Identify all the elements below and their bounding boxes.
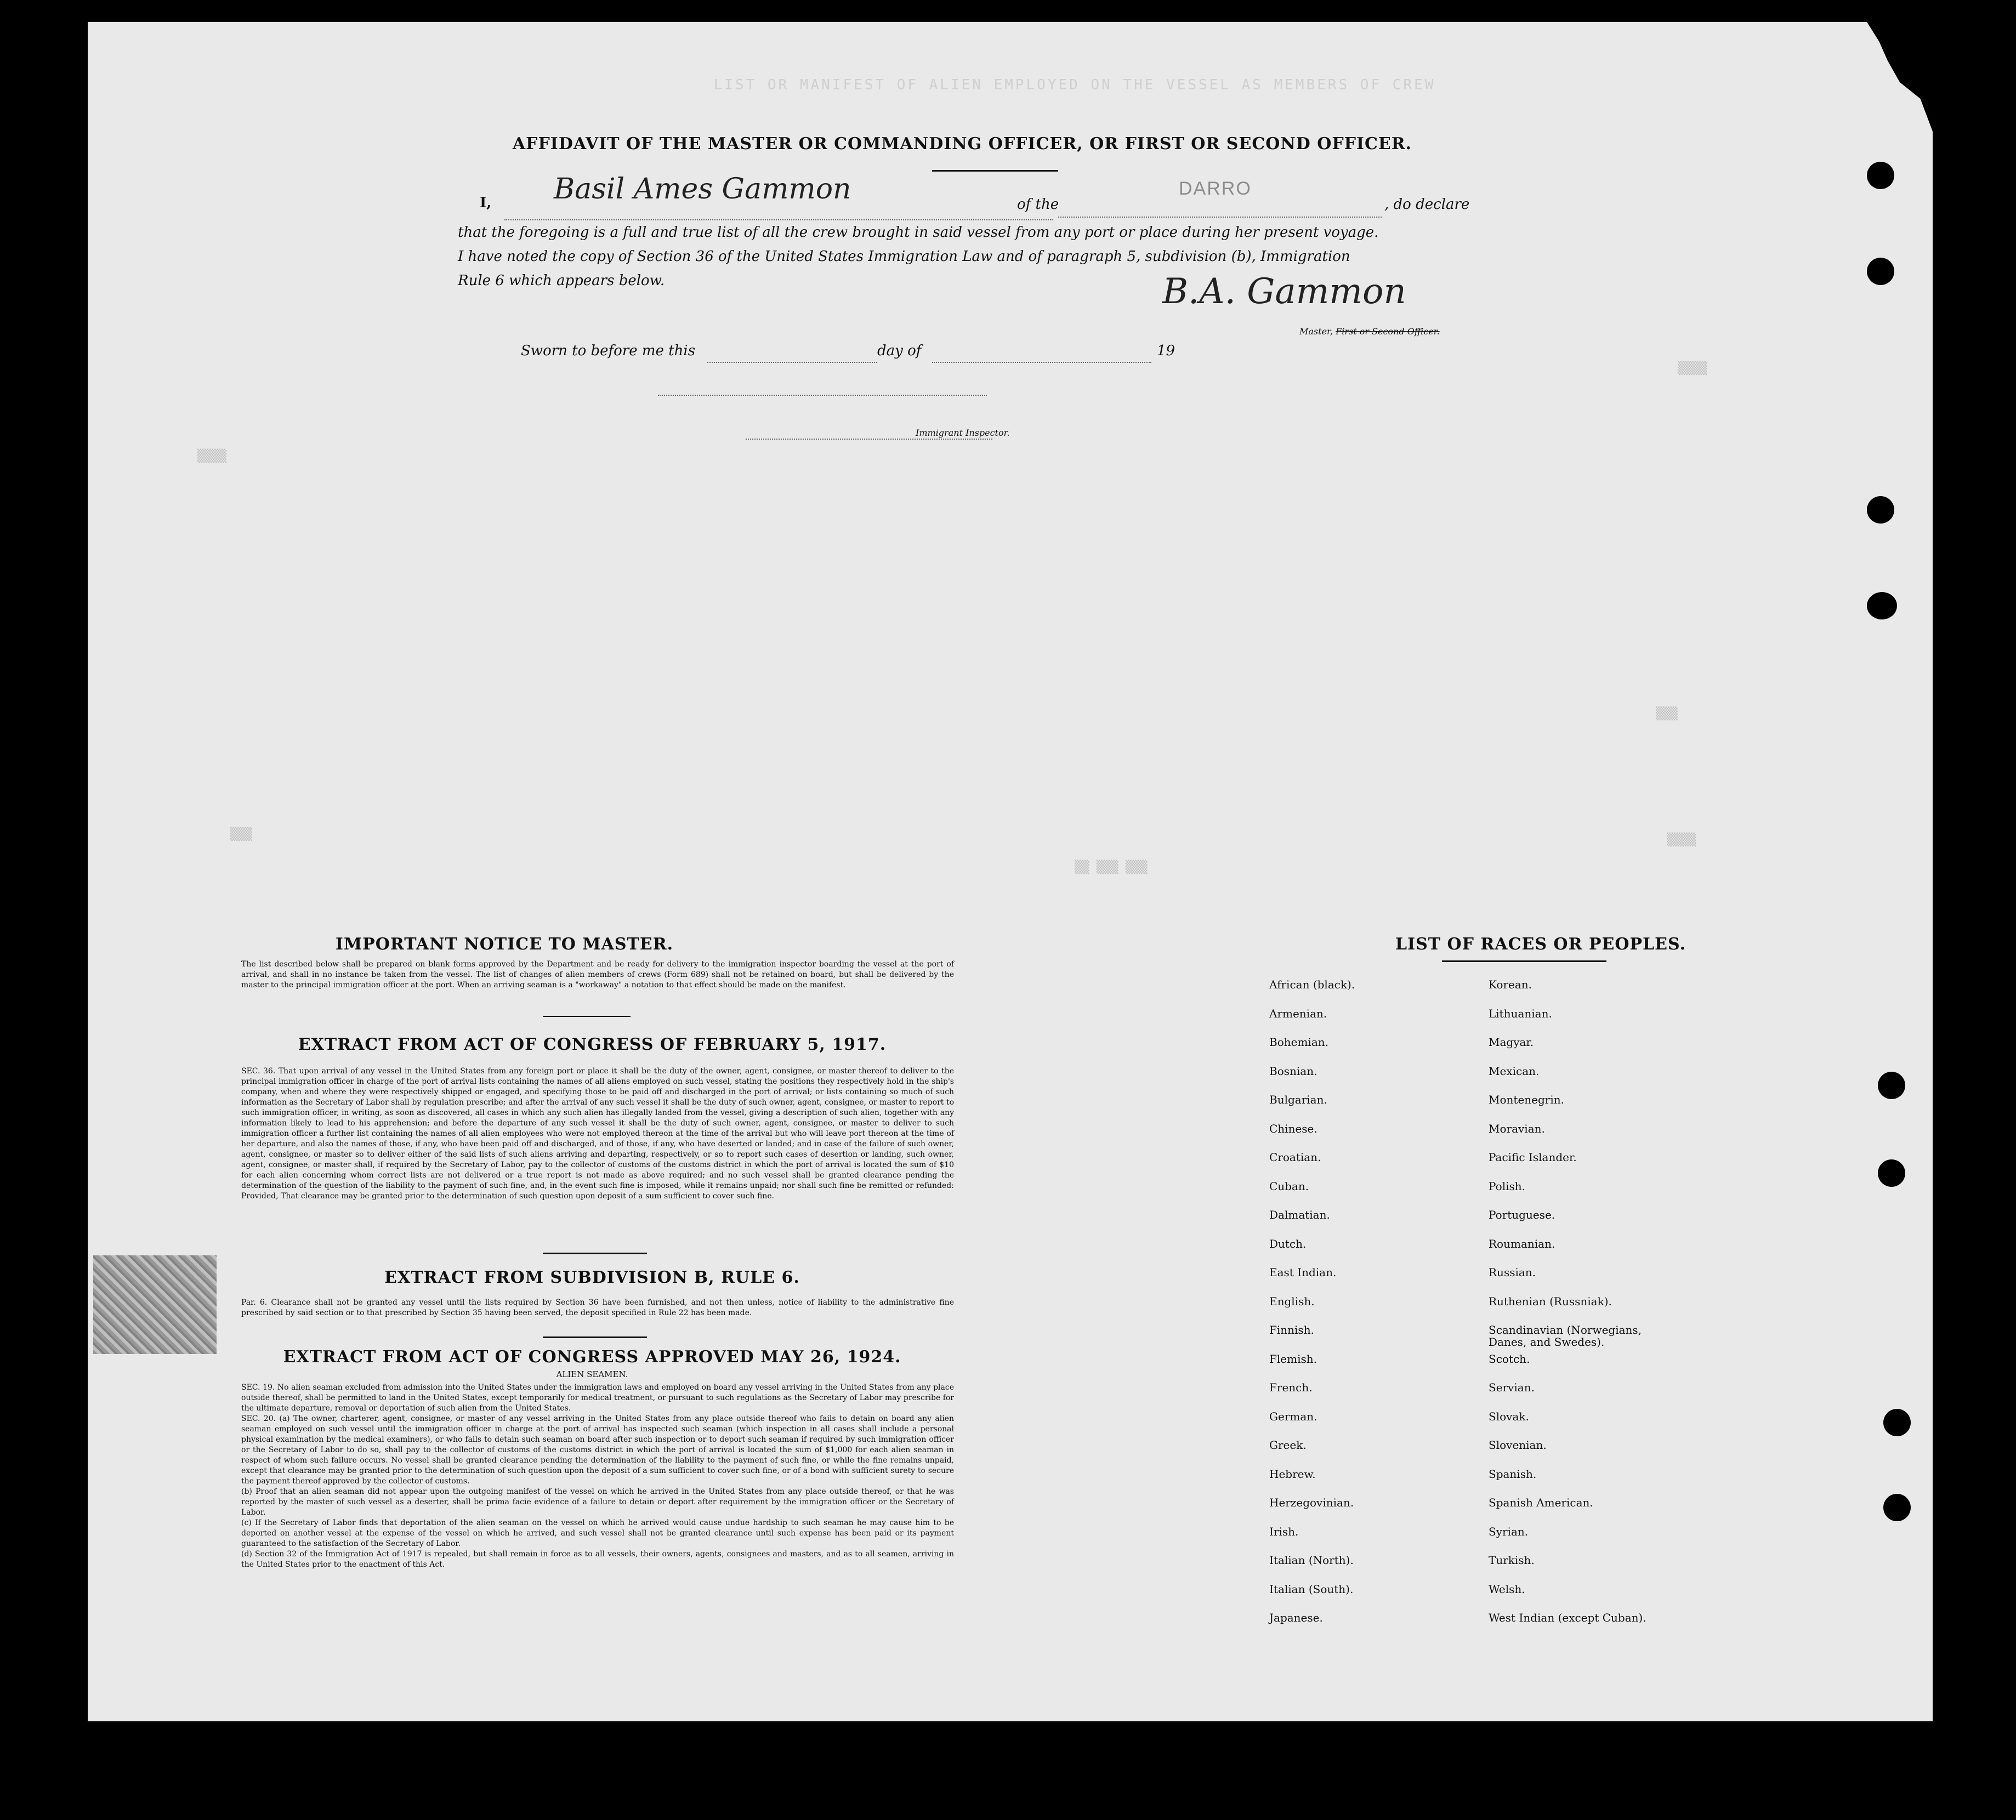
vessel-name-stamp: DARRO [1179, 178, 1252, 199]
race-item: French. [1269, 1381, 1313, 1394]
races-title: LIST OF RACES OR PEOPLES. [1395, 935, 1686, 954]
sworn-month-line [932, 362, 1151, 363]
race-item: Hebrew. [1269, 1467, 1316, 1481]
affidavit-line-3: Rule 6 which appears below. [458, 272, 665, 289]
binder-hole [1867, 258, 1894, 285]
sec-20a: SEC. 20. (a) The owner, charterer, agent, consignee, or master of any vessel arriving in the United States from any place outside thereof who fails to detain on board any alien seaman employed on such vessel until the immigration officer in charge at the port of arrival has inspected such seaman (which inspection in all cases shall include a personal physical examination by the medical examiners), or who fails to detain such seaman on board after such inspection or to deport such seaman if required by such immigration officer or the Secretary of Labor to do so, shall pay to the collector of customs of the customs district in which the port of arrival is located the sum of $1,000 for each alien seaman in respect of whom such failure occurs. No vessel shall be granted clearance pending the determination of the liability to the payment of such fine, or while the fine remains unpaid, except that clearance may be granted prior to the determination of such question upon the deposit of a sum sufficient to cover such fine, or of a bond with sufficient surety to secure the payment thereof approved by the collector of customs. [241, 1414, 954, 1486]
race-item: German. [1269, 1409, 1318, 1423]
race-item: Chinese. [1269, 1122, 1318, 1135]
race-item: Scotch. [1489, 1352, 1530, 1366]
race-item: Italian (South). [1269, 1582, 1354, 1596]
notice-body: The list described below shall be prepared on blank forms approved by the Department and be ready for delivery to the immigration inspector boarding the vessel at the port of arrival, and shall in no instance be taken from the vessel. The list of changes of alien members of crews (Form 689) shall not be retained on board, but shall be delivered by the master to the principal immigration officer at the port. When an arriving seaman is a "workaway" a notation to that effect should be made on the manifest. [241, 960, 954, 989]
binder-hole [1878, 1159, 1905, 1187]
race-item: Portuguese. [1489, 1208, 1555, 1221]
divider [543, 1016, 631, 1017]
manifest-page [88, 22, 1933, 1721]
race-item: Syrian. [1489, 1525, 1529, 1538]
paper-repair-patch [93, 1255, 217, 1354]
race-item: Finnish. [1269, 1323, 1314, 1336]
affidavit-title: AFFIDAVIT OF THE MASTER OR COMMANDING OFFICER, OR FIRST OR SECOND OFFICER. [512, 134, 1412, 153]
affidavit-body [458, 220, 1576, 293]
race-item: Croatian. [1269, 1151, 1321, 1164]
binder-hole [1867, 162, 1894, 189]
declarant-label: I, [480, 195, 492, 211]
sworn-label: Sworn to before me this [521, 343, 696, 359]
binder-hole [1867, 592, 1897, 619]
race-item: Dutch. [1269, 1237, 1307, 1250]
title-underline [932, 170, 1058, 172]
race-item: Roumanian. [1489, 1237, 1555, 1250]
year-label: 19 [1157, 343, 1175, 359]
binder-hole [1867, 496, 1894, 524]
race-item: Korean. [1489, 978, 1532, 991]
race-item: Spanish. [1489, 1467, 1537, 1481]
extract-rule6-title: EXTRACT FROM SUBDIVISION B, RULE 6. [384, 1268, 800, 1287]
race-item: Polish. [1489, 1179, 1525, 1193]
race-item: Dalmatian. [1269, 1208, 1330, 1221]
race-item: Cuban. [1269, 1179, 1309, 1193]
race-item: African (black). [1269, 978, 1355, 991]
race-item: Flemish. [1269, 1352, 1317, 1366]
affidavit-line-1: that the foregoing is a full and true list of all the crew brought in said vessel from any port or place during her present voyage. [458, 224, 1379, 241]
race-item: Slovenian. [1489, 1438, 1547, 1452]
faded-text: ▒▒▒▒ [197, 450, 226, 463]
sec-20d: (d) Section 32 of the Immigration Act of 1917 is repealed, but shall remain in force as to all vessels, their owners, agents, consignees and masters, and as to all seamen, arriving in the United States prior to the enactment of this Act. [241, 1550, 954, 1569]
notice-title: IMPORTANT NOTICE TO MASTER. [335, 935, 674, 954]
divider [543, 1336, 647, 1338]
extract-rule6-body: Par. 6. Clearance shall not be granted any vessel until the lists required by Section 36 have been furnished, and not then unless, notice of liability to the administrative fine prescribed by said section or to that prescribed by Section 35 having been served, the deposit specified in Rule 22 has been made. [241, 1298, 954, 1317]
race-item: Irish. [1269, 1525, 1299, 1538]
extract-1924-subtitle: ALIEN SEAMEN. [556, 1369, 628, 1379]
race-item: Bulgarian. [1269, 1093, 1327, 1106]
race-item: Pacific Islander. [1489, 1151, 1577, 1164]
extract-1924-title: EXTRACT FROM ACT OF CONGRESS APPROVED MAY 26, 1924. [283, 1347, 901, 1367]
race-item: Italian (North). [1269, 1554, 1354, 1567]
handwritten-name: Basil Ames Gammon [554, 173, 851, 206]
race-item: Scandinavian (Norwegians, Danes, and Swedes). [1489, 1323, 1642, 1349]
inspector-label: Immigrant Inspector. [916, 428, 1010, 438]
race-item: Greek. [1269, 1438, 1307, 1452]
race-item: Welsh. [1489, 1582, 1525, 1596]
faded-text: ▒▒▒ [230, 828, 252, 841]
of-the-label: of the [1017, 196, 1059, 213]
sec-20c: (c) If the Secretary of Labor finds that deportation of the alien seaman on the vessel on which he arrived would cause undue hardship to such seaman he may cause him to be deported on another vessel at the expense of the vessel on which he arrived, and such vessel shall not be granted clearance until such expense has been paid or its payment guaranteed to the satisfaction of the Secretary of Labor. [241, 1518, 954, 1548]
master-signature: B.A. Gammon [1162, 271, 1406, 312]
race-item: Turkish. [1489, 1554, 1535, 1567]
race-item: Ruthenian (Russniak). [1489, 1294, 1612, 1308]
sec-20b: (b) Proof that an alien seaman did not appear upon the outgoing manifest of the vessel on which he arrived in the United States from any place outside thereof, or that he was reported by the master of such vessel as a deserter, shall be prima facie evidence of a failure to detain or deport after requirement by the immigration officer or the Secretary of Labor. [241, 1487, 954, 1517]
race-item: Bohemian. [1269, 1036, 1328, 1049]
faded-text: ▒▒▒ [1656, 707, 1678, 721]
race-item: Slovak. [1489, 1409, 1529, 1423]
caption-master: Master, [1299, 326, 1333, 337]
sec-19: SEC. 19. No alien seaman excluded from admission into the United States under the immigration laws and employed on board any vessel arriving in the United States from any place outside thereof, shall be permitted to land in the United States, except temporarily for medical treatment, or pursuant to such regulations as the Secretary of Labor may prescribe for the ultimate departure, removal or deportation of such alien from the United States. [241, 1383, 954, 1413]
race-item: Magyar. [1489, 1036, 1534, 1049]
signature-caption [1299, 326, 1440, 337]
race-item: Mexican. [1489, 1064, 1540, 1078]
race-item: Japanese. [1269, 1611, 1323, 1624]
race-item: East Indian. [1269, 1266, 1337, 1279]
race-item: Moravian. [1489, 1122, 1545, 1135]
race-item: Servian. [1489, 1381, 1535, 1394]
witness-line [658, 395, 987, 396]
binder-hole [1878, 1072, 1905, 1099]
inspector-line [746, 439, 992, 440]
sworn-day-line [707, 362, 877, 363]
race-item: Spanish American. [1489, 1496, 1593, 1509]
race-item: Bosnian. [1269, 1064, 1318, 1078]
faded-text: ▒▒ ▒▒▒ ▒▒▒ [1075, 861, 1148, 874]
caption-struck: First or Second Officer. [1336, 326, 1440, 337]
binder-hole [1883, 1409, 1911, 1436]
race-item: Lithuanian. [1489, 1006, 1552, 1020]
declare-label: , do declare [1384, 196, 1470, 213]
vessel-line [1058, 217, 1382, 218]
affidavit-line-2: I have noted the copy of Section 36 of the United States Immigration Law and of paragraph 5, subdivision (b), Immigration [458, 248, 1350, 265]
extract-1917-body: SEC. 36. That upon arrival of any vessel in the United States from any foreign port or place it shall be the duty of the owner, agent, consignee, or master thereof to deliver to the principal immigration officer in charge of the port of arrival lists containing the names of all aliens employed on such vessel, stating the positions they respectively hold in the ship's company, when and where they were respectively shipped or engaged, and specifying those to be paid off and discharged in the port of arrival; or lists containing so much of such information as the Secretary of Labor shall by regulation prescribe; and after the arrival of any such vessel it shall be the duty of such owner, agent, consignee, or master to report to such immigration officer, in writing, as soon as discovered, all cases in which any such alien has illegally landed from the vessel, giving a description of such alien, together with any information likely to lead to his apprehension; and before the departure of any such vessel it shall be the duty of such owner, agent, consignee, or master to deliver to such immigration officer a further list containing the names of all alien employees who were not employed thereon at the time of the arrival but who will leave port thereon at the time of her departure, and also the names of those, if any, who have been paid off and discharged, and of those, if any, who have deserted or landed; and in case of the failure of such owner, agent, consignee, or master so to deliver either of the said lists of such aliens arriving and departing, respectively, or so to report such cases of desertion or landing, such owner, agent, consignee, or master shall, if required by the Secretary of Labor, pay to the collector of customs of the customs district in which the port of arrival is located the sum of $10 for each alien concerning whom correct lists are not delivered or a true report is not made as above required; and no such vessel shall be granted clearance pending the determination of the question of the liability to the payment of such fine, and, in the event such fine is imposed, while it remains unpaid; nor shall such fine be remitted or refunded: Provided, That clearance may be granted prior to the determination of such question upon deposit of a sum sufficient to cover such fine. [241, 1067, 954, 1201]
divider [543, 1253, 647, 1254]
binder-hole [1883, 1494, 1911, 1521]
race-item: West Indian (except Cuban). [1489, 1611, 1646, 1624]
faded-header: LIST OR MANIFEST OF ALIEN EMPLOYED ON THE VESSEL AS MEMBERS OF CREW [713, 77, 1436, 93]
extract-1917-title: EXTRACT FROM ACT OF CONGRESS OF FEBRUARY 5, 1917. [298, 1035, 887, 1054]
race-item: Herzegovinian. [1269, 1496, 1354, 1509]
faded-text: ▒▒▒▒ [1667, 833, 1696, 847]
extract-1924-body [241, 1383, 954, 1570]
day-of-label: day of [877, 343, 922, 359]
race-item: Armenian. [1269, 1006, 1327, 1020]
race-item: English. [1269, 1294, 1315, 1308]
race-item: Russian. [1489, 1266, 1536, 1279]
races-underline [1442, 960, 1606, 962]
faded-text: ▒▒▒▒ [1678, 362, 1707, 376]
race-item: Montenegrin. [1489, 1093, 1564, 1106]
